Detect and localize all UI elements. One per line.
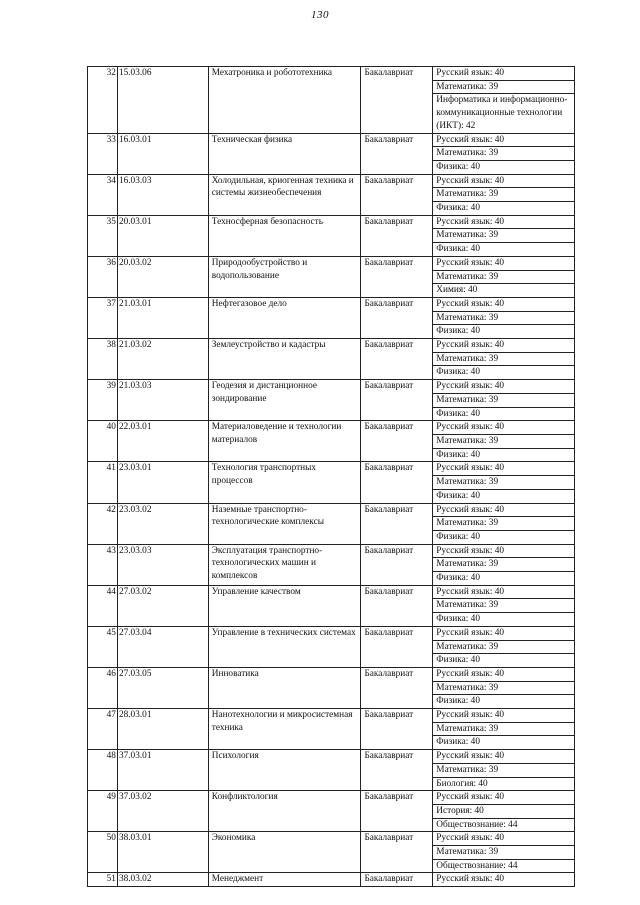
subject-score: Русский язык: 40 [433,709,574,723]
row-number: 37 [88,298,118,338]
table-row [88,134,575,175]
subject-score: Русский язык: 40 [433,627,574,641]
subject-score: Математика: 39 [433,682,574,696]
page-number: 130 [311,9,329,21]
row-number: 46 [88,668,118,708]
program-name: Природообустройство и водопользование [209,257,362,297]
program-code: 27.03.05 [118,668,209,708]
program-name: Технология транспортных процессов [209,462,362,502]
program-code: 16.03.03 [118,175,209,215]
education-level: Бакалавриат [361,298,433,338]
education-level: Бакалавриат [361,339,433,379]
program-code: 27.03.04 [118,627,209,667]
subject-score: Математика: 39 [433,599,574,613]
program-code: 20.03.02 [118,257,209,297]
program-code: 37.03.02 [118,791,209,831]
education-level: Бакалавриат [361,791,433,831]
row-number: 48 [88,750,118,790]
subject-score: Физика: 40 [436,696,480,707]
education-level: Бакалавриат [361,421,433,461]
program-name: Техническая физика [209,134,362,174]
table-row [88,298,575,339]
subject-score: Физика: 40 [436,408,480,419]
table-row [88,339,575,380]
program-code: 21.03.03 [118,380,209,420]
program-name: Инноватика [209,668,362,708]
subject-score: Математика: 39 [433,147,574,161]
subject-score: Русский язык: 40 [433,421,574,435]
program-code: 38.03.02 [118,873,209,886]
row-number: 49 [88,791,118,831]
education-level: Бакалавриат [361,462,433,502]
row-number: 41 [88,462,118,502]
subject-score: Русский язык: 40 [433,462,574,476]
program-name: Конфликтология [209,791,362,831]
program-name: Техносферная безопасность [209,216,362,256]
subject-score: Физика: 40 [436,244,480,255]
table-row [88,750,575,791]
education-level: Бакалавриат [361,175,433,215]
education-level: Бакалавриат [361,545,433,585]
program-name: Управление в технических системах [209,627,362,667]
table-row [88,586,575,627]
program-code: 20.03.01 [118,216,209,256]
program-code: 21.03.01 [118,298,209,338]
subject-score: Математика: 39 [433,188,574,202]
table-row [88,175,575,216]
subject-score: Физика: 40 [436,655,480,666]
education-level: Бакалавриат [361,257,433,297]
table-row [88,832,575,873]
table-row [88,545,575,586]
subject-score: Математика: 39 [433,558,574,572]
subject-score: Русский язык: 40 [433,668,574,682]
subject-score: Русский язык: 40 [436,874,505,885]
subject-score: Русский язык: 40 [433,586,574,600]
education-level: Бакалавриат [361,668,433,708]
table-row [88,668,575,709]
row-number: 42 [88,504,118,544]
subjects-cell [433,627,575,667]
table-row [88,380,575,421]
subject-score: Химия: 40 [436,285,478,296]
table-row [88,421,575,462]
table-row [88,216,575,257]
table-row [88,462,575,503]
subjects-cell [433,545,575,585]
education-level: Бакалавриат [361,134,433,174]
program-name: Нефтегазовое дело [209,298,362,338]
program-code: 38.03.01 [118,832,209,872]
subjects-cell [433,67,575,133]
subjects-cell [433,791,575,831]
subject-score: Русский язык: 40 [433,67,574,81]
subject-score: Математика: 39 [433,723,574,737]
education-level: Бакалавриат [361,832,433,872]
education-level: Бакалавриат [361,750,433,790]
subjects-cell [433,421,575,461]
subject-score: Математика: 39 [433,353,574,367]
row-number: 43 [88,545,118,585]
subject-score: Математика: 39 [433,476,574,490]
table-row [88,257,575,298]
subject-score: Математика: 39 [433,641,574,655]
program-code: 23.03.01 [118,462,209,502]
education-level: Бакалавриат [361,67,433,133]
subject-score: Информатика и информационно-коммуникационные технологии (ИКТ): 42 [436,95,568,131]
subject-score: Физика: 40 [436,449,480,460]
subject-score: Математика: 39 [433,229,574,243]
subject-score: Математика: 39 [433,846,574,860]
table-row [88,873,575,887]
subject-score: Русский язык: 40 [433,257,574,271]
row-number: 50 [88,832,118,872]
subjects-cell [433,504,575,544]
row-number: 47 [88,709,118,749]
program-code: 15.03.06 [118,67,209,133]
row-number: 35 [88,216,118,256]
subjects-cell [433,668,575,708]
subject-score: Русский язык: 40 [433,216,574,230]
program-name: Менеджмент [209,873,362,886]
subject-score: Русский язык: 40 [433,134,574,148]
program-name: Холодильная, криогенная техника и системы жизнеобеспечения [209,175,362,215]
row-number: 45 [88,627,118,667]
subject-score: Русский язык: 40 [433,750,574,764]
education-level: Бакалавриат [361,586,433,626]
education-level: Бакалавриат [361,709,433,749]
subjects-cell [433,257,575,297]
subject-score: Физика: 40 [436,573,480,584]
subjects-cell [433,709,575,749]
program-name: Управление качеством [209,586,362,626]
subject-score: Биология: 40 [436,778,488,789]
education-level: Бакалавриат [361,627,433,667]
program-name: Психология [209,750,362,790]
subject-score: История: 40 [433,805,574,819]
subjects-cell [433,586,575,626]
education-level: Бакалавриат [361,380,433,420]
subject-score: Русский язык: 40 [433,545,574,559]
program-code: 23.03.03 [118,545,209,585]
row-number: 39 [88,380,118,420]
table-row [88,791,575,832]
subjects-cell [433,175,575,215]
program-code: 21.03.02 [118,339,209,379]
subject-score: Математика: 39 [433,271,574,285]
table-row [88,709,575,750]
subjects-cell [433,134,575,174]
subject-score: Математика: 39 [433,435,574,449]
row-number: 44 [88,586,118,626]
program-code: 28.03.01 [118,709,209,749]
subject-score: Русский язык: 40 [433,298,574,312]
program-name: Геодезия и дистанционное зондирование [209,380,362,420]
program-code: 23.03.02 [118,504,209,544]
subjects-cell [433,873,575,886]
education-level: Бакалавриат [361,873,433,886]
row-number: 40 [88,421,118,461]
program-name: Нанотехнологии и микросистемная техника [209,709,362,749]
program-name: Наземные транспортно-технологические комплексы [209,504,362,544]
subjects-cell [433,339,575,379]
admission-table [87,66,575,887]
program-code: 37.03.01 [118,750,209,790]
subject-score: Математика: 39 [433,517,574,531]
row-number: 34 [88,175,118,215]
subject-score: Физика: 40 [436,203,480,214]
subject-score: Русский язык: 40 [433,175,574,189]
program-code: 16.03.01 [118,134,209,174]
subjects-cell [433,832,575,872]
row-number: 51 [88,873,118,886]
subjects-cell [433,462,575,502]
subject-score: Физика: 40 [436,531,480,542]
subjects-cell [433,216,575,256]
program-name: Эксплуатация транспортно-технологических машин и комплексов [209,545,362,585]
program-name: Экономика [209,832,362,872]
subject-score: Математика: 39 [433,312,574,326]
subjects-cell [433,298,575,338]
subject-score: Физика: 40 [436,326,480,337]
table-row [88,504,575,545]
subject-score: Физика: 40 [436,490,480,501]
subjects-cell [433,380,575,420]
subject-score: Русский язык: 40 [433,791,574,805]
subject-score: Физика: 40 [436,161,480,172]
subject-score: Математика: 39 [433,764,574,778]
subject-score: Русский язык: 40 [433,339,574,353]
row-number: 36 [88,257,118,297]
program-name: Мехатроника и робототехника [209,67,362,133]
program-name: Материаловедение и технологии материалов [209,421,362,461]
subject-score: Русский язык: 40 [433,832,574,846]
subject-score: Обществознание: 44 [436,860,518,871]
education-level: Бакалавриат [361,216,433,256]
program-name: Землеустройство и кадастры [209,339,362,379]
row-number: 33 [88,134,118,174]
subject-score: Физика: 40 [436,737,480,748]
education-level: Бакалавриат [361,504,433,544]
row-number: 38 [88,339,118,379]
subject-score: Русский язык: 40 [433,504,574,518]
subjects-cell [433,750,575,790]
row-number: 32 [88,67,118,133]
subject-score: Математика: 39 [433,81,574,95]
program-code: 22.03.01 [118,421,209,461]
subject-score: Обществознание: 44 [436,819,518,830]
program-code: 27.03.02 [118,586,209,626]
subject-score: Физика: 40 [436,367,480,378]
subject-score: Русский язык: 40 [433,380,574,394]
table-row [88,67,575,134]
table-row [88,627,575,668]
subject-score: Математика: 39 [433,394,574,408]
subject-score: Физика: 40 [436,614,480,625]
